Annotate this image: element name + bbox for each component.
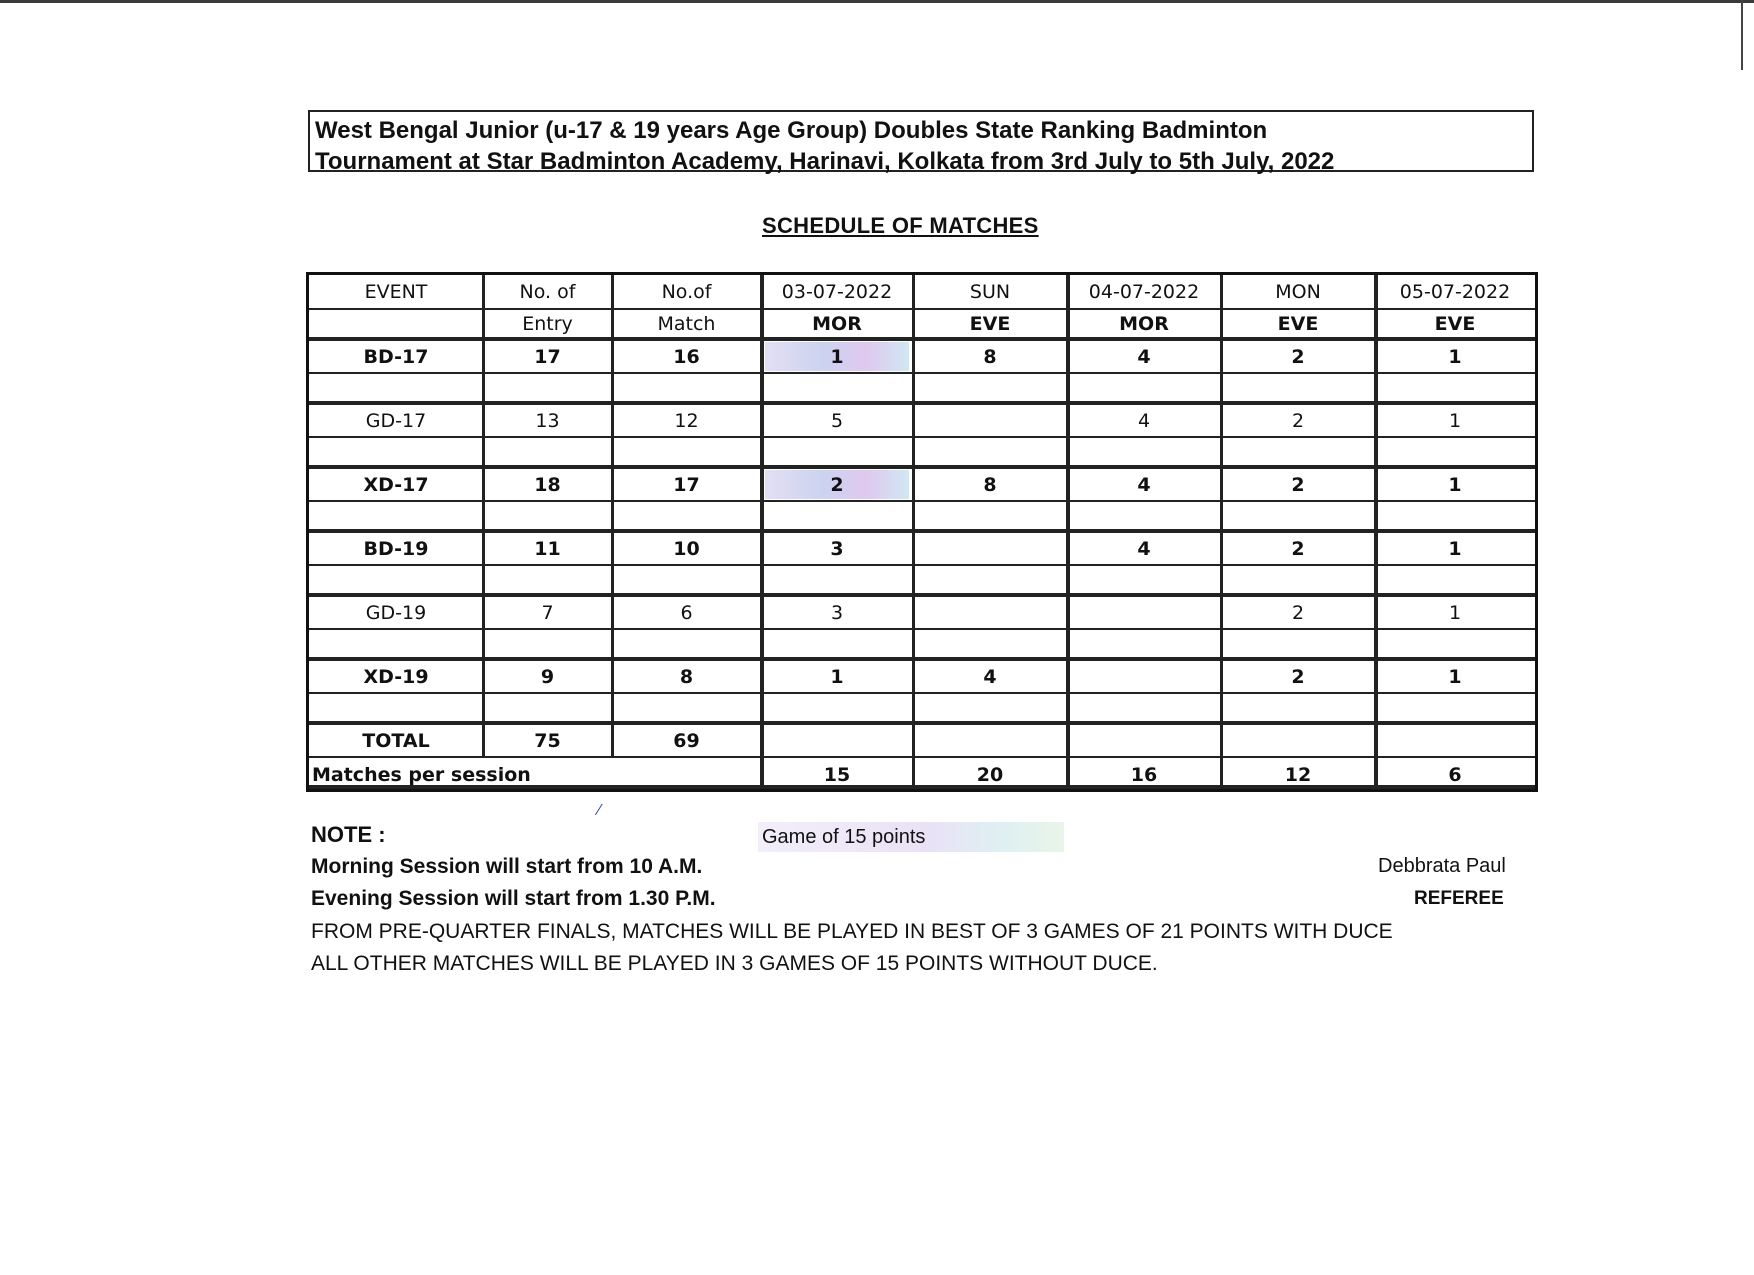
evening-session-note: Evening Session will start from 1.30 P.M. (311, 887, 716, 910)
schedule-cell: 16 (673, 345, 700, 368)
event-cell: BD-19 (363, 537, 429, 560)
schedule-cell: 8 (983, 473, 997, 496)
schedule-cell: 1 (1448, 601, 1462, 624)
header-cell: No.of (661, 280, 712, 303)
per-session-value: 15 (823, 764, 851, 786)
schedule-cell: 4 (1137, 345, 1151, 368)
header-cell: 03-07-2022 (781, 280, 893, 303)
schedule-cell: 10 (673, 537, 700, 560)
event-cell: XD-19 (363, 665, 429, 688)
schedule-cell: 1 (1448, 665, 1462, 688)
schedule-cell: 13 (535, 409, 560, 432)
header-cell: No. of (519, 280, 576, 303)
schedule-cell (913, 531, 1067, 566)
header-cell: EVENT (364, 280, 428, 303)
tournament-title-box (308, 110, 1534, 175)
total-label: TOTAL (362, 729, 430, 752)
header-cell: 05-07-2022 (1399, 280, 1511, 303)
subheader-cell: EVE (1434, 312, 1476, 335)
schedule-cell: 8 (679, 665, 694, 688)
header-cell: SUN (969, 280, 1011, 303)
schedule-cell: 5 (830, 409, 844, 432)
schedule-cell: 2 (1291, 473, 1305, 496)
other-matches-rule: ALL OTHER MATCHES WILL BE PLAYED IN 3 GAMES OF 15 POINTS WITHOUT DUCE. (311, 952, 1158, 975)
schedule-cell: 2 (1291, 665, 1305, 688)
schedule-cell: 1 (1448, 537, 1462, 560)
schedule-cell: 12 (674, 409, 699, 432)
schedule-cell: 2 (1291, 537, 1305, 560)
schedule-cell: 9 (540, 665, 555, 688)
schedule-heading: SCHEDULE OF MATCHES (762, 213, 1039, 238)
header-cell: 04-07-2022 (1088, 280, 1200, 303)
schedule-cell: 1 (1448, 473, 1462, 496)
subheader-cell: EVE (969, 312, 1011, 335)
schedule-cell (913, 595, 1067, 630)
schedule-cell: 3 (830, 601, 844, 624)
header-cell: MON (1275, 280, 1321, 303)
morning-session-note: Morning Session will start from 10 A.M. (311, 855, 703, 878)
schedule-cell: 1 (1448, 345, 1462, 368)
total-match: 69 (673, 729, 700, 752)
subheader-cell: MOR (812, 312, 862, 335)
total-entry: 75 (534, 729, 561, 752)
schedule-cell: 3 (830, 537, 844, 560)
schedule-cell (913, 403, 1067, 438)
schedule-cell: 17 (534, 345, 561, 368)
schedule-cell: 4 (983, 665, 997, 688)
schedule-cell: 4 (1137, 409, 1151, 432)
schedule-cell: 8 (983, 345, 997, 368)
event-cell: XD-17 (363, 473, 429, 496)
schedule-cell: 4 (1137, 473, 1151, 496)
schedule-cell: 1 (830, 665, 844, 688)
schedule-cell: 7 (541, 601, 554, 624)
note-title: NOTE : (311, 822, 386, 847)
schedule-cell: 2 (1291, 409, 1305, 432)
schedule-cell: 6 (680, 601, 693, 624)
schedule-cell (1067, 659, 1221, 694)
referee-title: REFEREE (1414, 888, 1504, 909)
referee-name: Debbrata Paul (1378, 855, 1506, 877)
subheader-cell: MOR (1119, 312, 1169, 335)
schedule-cell: 11 (534, 537, 561, 560)
title-line-2: Tournament at Star Badminton Academy, Harinavi, Kolkata from 3rd July to 5th July, 2022 (315, 148, 1335, 175)
schedule-cell: 4 (1137, 537, 1151, 560)
subheader-cell (309, 308, 483, 339)
schedule-cell: 2 (830, 473, 844, 496)
schedule-cell: 2 (1291, 345, 1305, 368)
per-session-label: Matches per session (312, 764, 531, 786)
per-session-value: 20 (976, 764, 1004, 786)
scan-edge-top (0, 0, 1754, 3)
schedule-table (306, 272, 1538, 792)
schedule-cell: 1 (1448, 409, 1462, 432)
schedule-cell (1067, 595, 1221, 630)
scan-edge-right (1741, 0, 1743, 70)
subheader-cell: Entry (522, 312, 573, 335)
schedule-cell: 18 (534, 473, 561, 496)
event-cell: BD-17 (363, 345, 429, 368)
schedule-cell: 2 (1291, 601, 1305, 624)
title-line-1: West Bengal Junior (u-17 & 19 years Age Group) Doubles State Ranking Badminton (315, 117, 1268, 144)
event-cell: GD-17 (365, 409, 427, 432)
per-session-value: 12 (1284, 764, 1312, 786)
schedule-cell: 17 (673, 473, 700, 496)
subheader-cell: EVE (1277, 312, 1319, 335)
game-points-note: Game of 15 points (758, 822, 1064, 852)
per-session-value: 6 (1448, 764, 1462, 786)
event-cell: GD-19 (365, 601, 427, 624)
per-session-value: 16 (1130, 764, 1158, 786)
pen-mark: ⁄ (598, 802, 601, 819)
pre-quarter-rule: FROM PRE-QUARTER FINALS, MATCHES WILL BE PLAYED IN BEST OF 3 GAMES OF 21 POINTS WITH DUCE (311, 920, 1393, 943)
schedule-cell: 1 (830, 345, 844, 368)
subheader-cell: Match (657, 312, 716, 335)
